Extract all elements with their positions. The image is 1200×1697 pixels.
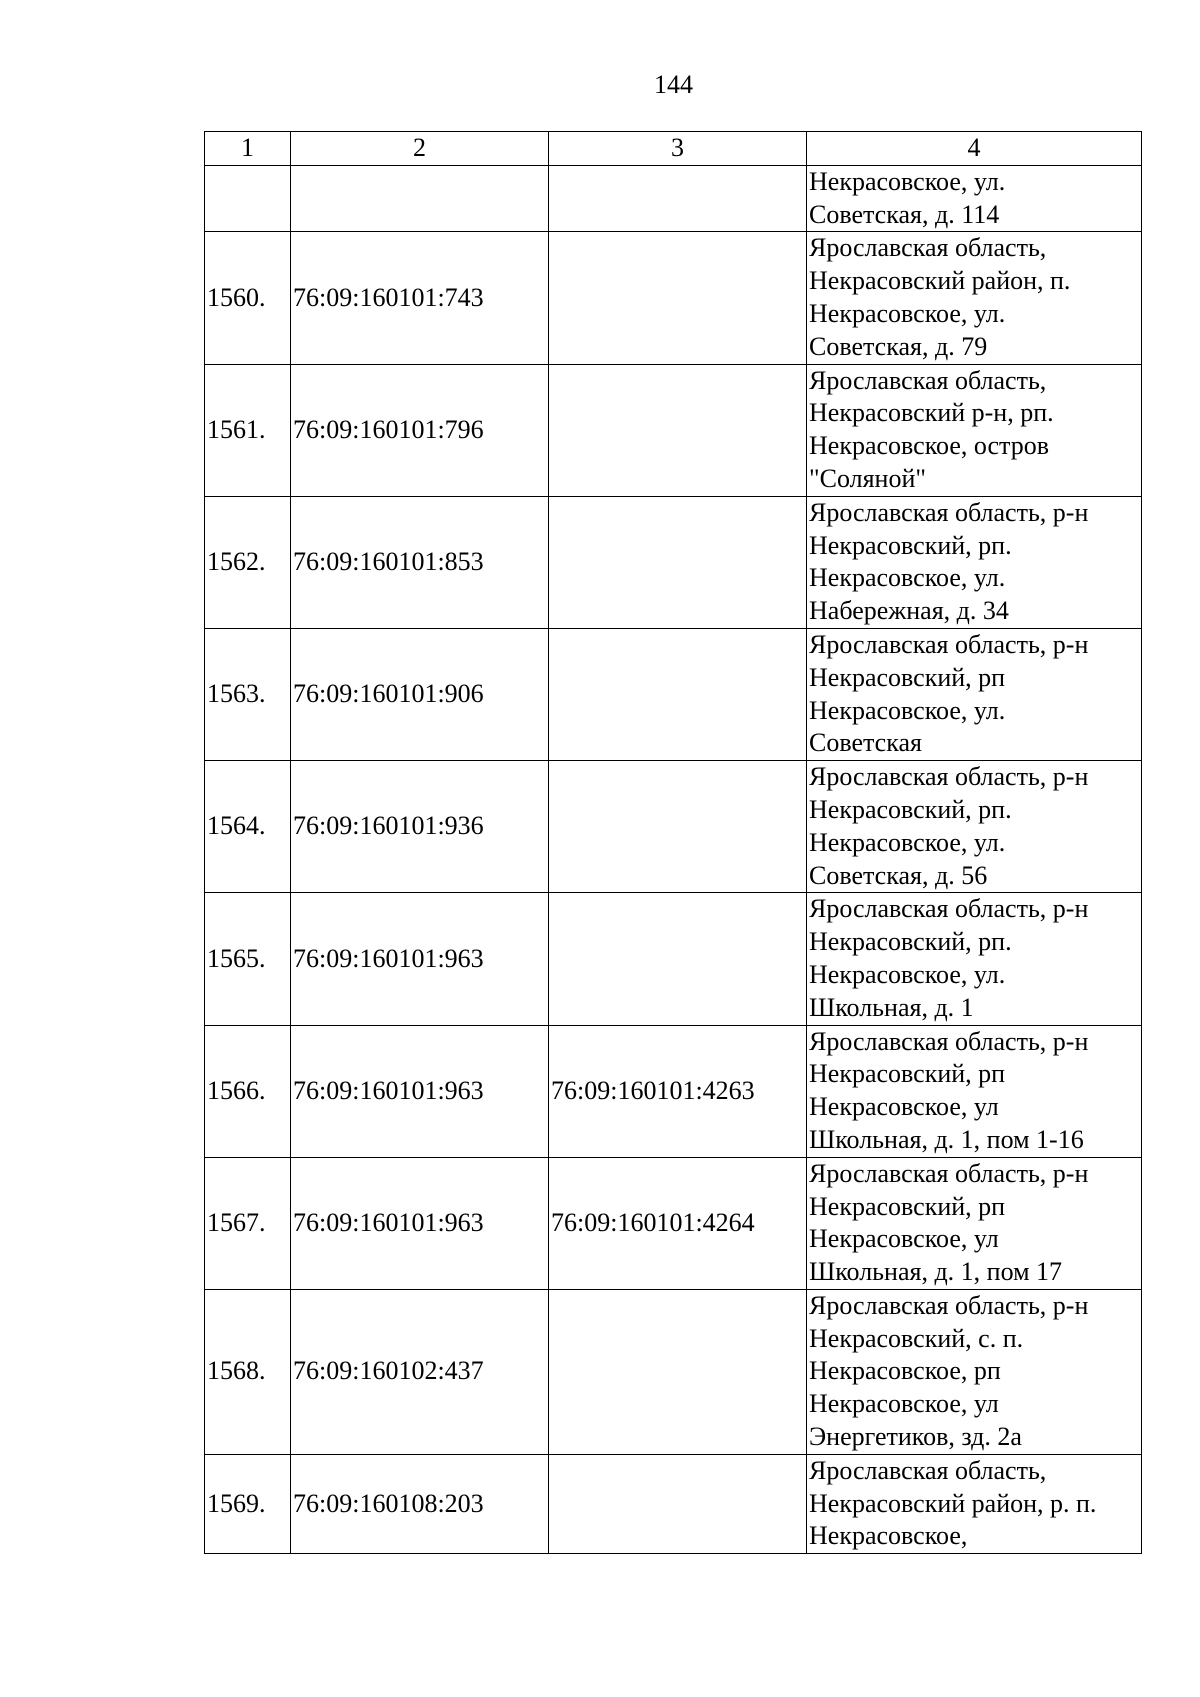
cadastral-number-cell: 76:09:160101:743 — [291, 232, 549, 364]
room-cadastral-number-cell — [549, 232, 807, 364]
table-row — [205, 1157, 1142, 1289]
table-header-row — [205, 132, 1142, 166]
column-header-3: 3 — [549, 132, 807, 166]
row-number-cell: 1560. — [205, 232, 291, 364]
column-header-1: 1 — [205, 132, 291, 166]
table-row — [205, 496, 1142, 628]
row-number-cell: 1569. — [205, 1454, 291, 1553]
room-cadastral-number-cell — [549, 364, 807, 496]
address-cell: Ярославская область, Некрасовский р-н, рп. Некрасовское, остров "Соляной" — [807, 364, 1142, 496]
room-cadastral-number-cell — [549, 1454, 807, 1553]
row-number-cell: 1563. — [205, 628, 291, 760]
room-cadastral-number-cell: 76:09:160101:4264 — [549, 1157, 807, 1289]
address-cell: Ярославская область, Некрасовский район, п. Некрасовское, ул. Советская, д. 79 — [807, 232, 1142, 364]
address-cell: Некрасовское, ул. Советская, д. 114 — [807, 165, 1142, 232]
table-row — [205, 232, 1142, 364]
cadastral-number-cell: 76:09:160108:203 — [291, 1454, 549, 1553]
row-number-cell: 1565. — [205, 893, 291, 1025]
table-row — [205, 628, 1142, 760]
table-row — [205, 1025, 1142, 1157]
table-row — [205, 1289, 1142, 1454]
row-number-cell: 1567. — [205, 1157, 291, 1289]
cadastral-number-cell: 76:09:160101:963 — [291, 893, 549, 1025]
row-number-cell — [205, 165, 291, 232]
registry-table — [204, 131, 1142, 1554]
row-number-cell: 1564. — [205, 761, 291, 893]
address-cell: Ярославская область, р-н Некрасовский, рп Некрасовское, ул Школьная, д. 1, пом 17 — [807, 1157, 1142, 1289]
room-cadastral-number-cell — [549, 165, 807, 232]
cadastral-number-cell: 76:09:160101:906 — [291, 628, 549, 760]
table-row — [205, 364, 1142, 496]
cadastral-number-cell: 76:09:160101:853 — [291, 496, 549, 628]
room-cadastral-number-cell — [549, 496, 807, 628]
table-row — [205, 761, 1142, 893]
address-cell: Ярославская область, р-н Некрасовский, рп Некрасовское, ул Школьная, д. 1, пом 1-16 — [807, 1025, 1142, 1157]
cadastral-number-cell: 76:09:160101:796 — [291, 364, 549, 496]
row-number-cell: 1568. — [205, 1289, 291, 1454]
row-number-cell: 1561. — [205, 364, 291, 496]
column-header-4: 4 — [807, 132, 1142, 166]
cadastral-number-cell: 76:09:160101:963 — [291, 1157, 549, 1289]
page-number: 144 — [654, 70, 693, 99]
row-number-cell: 1562. — [205, 496, 291, 628]
address-cell: Ярославская область, р-н Некрасовский, рп. Некрасовское, ул. Школьная, д. 1 — [807, 893, 1142, 1025]
address-cell: Ярославская область, р-н Некрасовский, с. п. Некрасовское, рп Некрасовское, ул Энергетиков, зд. 2а — [807, 1289, 1142, 1454]
table-row — [205, 1454, 1142, 1553]
table-row — [205, 893, 1142, 1025]
cadastral-number-cell: 76:09:160101:936 — [291, 761, 549, 893]
room-cadastral-number-cell — [549, 1289, 807, 1454]
address-cell: Ярославская область, Некрасовский район, р. п. Некрасовское, — [807, 1454, 1142, 1553]
address-cell: Ярославская область, р-н Некрасовский, рп. Некрасовское, ул. Набережная, д. 34 — [807, 496, 1142, 628]
row-number-cell: 1566. — [205, 1025, 291, 1157]
cadastral-number-cell — [291, 165, 549, 232]
address-cell: Ярославская область, р-н Некрасовский, рп Некрасовское, ул. Советская — [807, 628, 1142, 760]
room-cadastral-number-cell: 76:09:160101:4263 — [549, 1025, 807, 1157]
cadastral-number-cell: 76:09:160101:963 — [291, 1025, 549, 1157]
room-cadastral-number-cell — [549, 761, 807, 893]
room-cadastral-number-cell — [549, 628, 807, 760]
column-header-2: 2 — [291, 132, 549, 166]
table-row — [205, 165, 1142, 232]
address-cell: Ярославская область, р-н Некрасовский, рп. Некрасовское, ул. Советская, д. 56 — [807, 761, 1142, 893]
cadastral-number-cell: 76:09:160102:437 — [291, 1289, 549, 1454]
room-cadastral-number-cell — [549, 893, 807, 1025]
